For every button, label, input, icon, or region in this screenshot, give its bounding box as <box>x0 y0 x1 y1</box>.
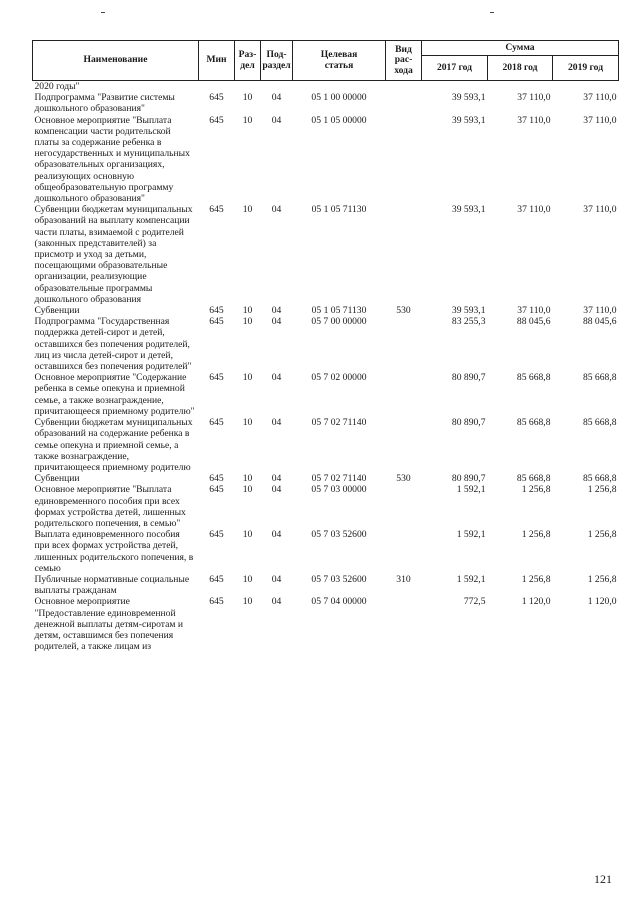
row-sum-2017: 39 593,1 <box>451 305 486 317</box>
row-sum-2017: 80 890,7 <box>451 473 486 485</box>
row-sum-2017: 83 255,3 <box>451 316 486 328</box>
row-min: 645 <box>209 417 224 429</box>
row-min: 645 <box>209 92 224 104</box>
table-row <box>33 484 619 529</box>
row-name: Публичные нормативные социальные выплаты гражданам <box>34 573 190 597</box>
header-vid-raskhoda: Вид рас- хода <box>386 41 422 81</box>
table-row <box>33 204 619 305</box>
header-podrazdel: Под- раздел <box>261 41 293 81</box>
row-sum-2018: 1 256,8 <box>521 484 551 496</box>
row-sum-2018: 85 668,8 <box>516 473 551 485</box>
row-sum-2019: 88 045,6 <box>582 316 617 328</box>
row-razdel: 10 <box>242 417 253 429</box>
row-min: 645 <box>209 484 224 496</box>
row-podrazdel <box>261 81 293 93</box>
row-tselevaya-statya: 05 7 02 71140 <box>311 473 367 485</box>
row-vid-raskhoda <box>386 81 422 93</box>
row-sum-2019: 1 256,8 <box>587 529 617 541</box>
scan-mark-left <box>101 12 105 13</box>
row-tselevaya-statya <box>293 81 386 93</box>
row-name: Основное мероприятие "Содержание ребенка в семье опекуна и приемной семье, а также вознаграждение, причитающееся приемному родителю" <box>34 372 195 417</box>
row-sum-2018: 37 110,0 <box>517 114 551 126</box>
table-header <box>33 41 619 81</box>
header-name: Наименование <box>33 41 199 81</box>
table-row <box>33 417 619 473</box>
row-podrazdel: 04 <box>271 417 282 429</box>
row-name: Основное мероприятие "Выплата компенсации части родительской платы за содержание ребенка в негосударственных и муниципальных образовательных организациях, реализующих основную общеобразовательную программу дошкольного образования" <box>34 114 190 205</box>
header-year-2019: 2019 год <box>553 56 619 81</box>
row-sum-2017: 80 890,7 <box>451 372 486 384</box>
row-razdel <box>235 81 261 93</box>
row-min: 645 <box>209 473 224 485</box>
row-podrazdel: 04 <box>271 596 282 608</box>
row-name: Основное мероприятие "Предоставление единовременной денежной выплаты детям-сиротам и детям, оставшимся без попечения родителей, а также лицам из <box>34 596 183 653</box>
row-sum-2017: 1 592,1 <box>456 529 486 541</box>
row-tselevaya-statya: 05 7 03 52600 <box>311 573 367 585</box>
table-row <box>33 372 619 417</box>
row-sum-2019: 37 110,0 <box>583 92 617 104</box>
row-razdel: 10 <box>242 114 253 126</box>
row-min: 645 <box>209 316 224 328</box>
header-year-2017: 2017 год <box>422 56 488 81</box>
row-razdel: 10 <box>242 92 253 104</box>
row-sum-2017: 39 593,1 <box>451 114 486 126</box>
row-sum-2017 <box>422 81 488 93</box>
row-razdel: 10 <box>242 573 253 585</box>
row-min: 645 <box>209 114 224 126</box>
row-podrazdel: 04 <box>271 372 282 384</box>
row-razdel: 10 <box>242 596 253 608</box>
row-tselevaya-statya: 05 7 03 00000 <box>311 484 367 496</box>
row-name: Выплата единовременного пособия при всех формах устройства детей, лишенных родительского попечения, в семью <box>34 529 194 574</box>
table-row <box>33 473 619 484</box>
table-row <box>33 115 619 205</box>
row-vid-raskhoda <box>386 596 422 652</box>
table-row <box>33 92 619 114</box>
row-tselevaya-statya: 05 7 03 52600 <box>311 529 367 541</box>
row-name: 2020 годы" <box>34 81 80 92</box>
row-razdel: 10 <box>242 305 253 317</box>
row-sum-2018: 85 668,8 <box>516 372 551 384</box>
row-sum-2018: 85 668,8 <box>516 417 551 429</box>
row-sum-2018: 88 045,6 <box>516 316 551 328</box>
row-sum-2019: 85 668,8 <box>582 417 617 429</box>
row-min: 645 <box>209 305 224 317</box>
table-row <box>33 574 619 596</box>
row-vid-raskhoda <box>386 316 422 372</box>
row-vid-raskhoda <box>386 417 422 473</box>
row-tselevaya-statya: 05 7 00 00000 <box>311 316 367 328</box>
row-min <box>199 81 235 93</box>
row-name: Субвенции бюджетам муниципальных образований на выплату компенсации части платы, взимаемой с родителей (законных представителей) за присмотр и уход за детьми, посещающими образовательные организации, реализующие образовательные программы дошкольного образования <box>34 204 193 305</box>
row-sum-2019: 1 256,8 <box>587 484 617 496</box>
row-sum-2019 <box>553 81 619 93</box>
row-razdel: 10 <box>242 204 253 216</box>
table-body <box>33 81 619 653</box>
row-sum-2018: 1 120,0 <box>521 596 551 608</box>
row-sum-2019: 1 256,8 <box>587 573 617 585</box>
row-name: Подпрограмма "Развитие системы дошкольного образования" <box>34 92 175 115</box>
row-sum-2018: 37 110,0 <box>517 204 551 216</box>
header-razdel: Раз- дел <box>235 41 261 81</box>
row-podrazdel: 04 <box>271 316 282 328</box>
row-sum-2019: 37 110,0 <box>583 114 617 126</box>
table-row <box>33 305 619 316</box>
row-tselevaya-statya: 05 1 05 71130 <box>311 305 367 317</box>
row-razdel: 10 <box>242 372 253 384</box>
row-podrazdel: 04 <box>271 529 282 541</box>
row-sum-2019: 37 110,0 <box>583 204 617 216</box>
row-name: Субвенции бюджетам муниципальных образований на содержание ребенка в семье опекуна и приемной семье, а также вознаграждение, причитающееся приемному родителю <box>34 417 193 473</box>
row-vid-raskhoda: 310 <box>396 573 411 585</box>
row-tselevaya-statya: 05 1 05 00000 <box>311 114 367 126</box>
row-vid-raskhoda <box>386 484 422 529</box>
table-row <box>33 529 619 574</box>
row-razdel: 10 <box>242 473 253 485</box>
table-row <box>33 316 619 372</box>
row-sum-2018: 1 256,8 <box>521 529 551 541</box>
row-razdel: 10 <box>242 484 253 496</box>
row-vid-raskhoda <box>386 529 422 574</box>
row-min: 645 <box>209 596 224 608</box>
row-vid-raskhoda <box>386 204 422 305</box>
page-number: 121 <box>594 872 612 886</box>
row-podrazdel: 04 <box>271 114 282 126</box>
row-sum-2017: 1 592,1 <box>456 484 486 496</box>
row-razdel: 10 <box>242 529 253 541</box>
row-podrazdel: 04 <box>271 484 282 496</box>
row-min: 645 <box>209 204 224 216</box>
row-tselevaya-statya: 05 7 04 00000 <box>311 596 367 608</box>
row-sum-2017: 39 593,1 <box>451 92 486 104</box>
row-vid-raskhoda: 530 <box>396 305 411 317</box>
row-sum-2018: 37 110,0 <box>517 92 551 104</box>
row-sum-2019: 85 668,8 <box>582 473 617 485</box>
row-podrazdel: 04 <box>271 473 282 485</box>
row-tselevaya-statya: 05 1 00 00000 <box>311 92 367 104</box>
row-vid-raskhoda <box>386 115 422 205</box>
header-tselevaya-statya: Целевая статья <box>293 41 386 81</box>
row-sum-2017: 80 890,7 <box>451 417 486 429</box>
row-sum-2019: 85 668,8 <box>582 372 617 384</box>
row-sum-2018: 37 110,0 <box>517 305 551 317</box>
row-min: 645 <box>209 372 224 384</box>
budget-table <box>32 40 619 652</box>
row-podrazdel: 04 <box>271 92 282 104</box>
header-summa: Сумма <box>422 41 619 56</box>
header-year-2018: 2018 год <box>488 56 553 81</box>
row-podrazdel: 04 <box>271 204 282 216</box>
row-sum-2018: 1 256,8 <box>521 573 551 585</box>
header-min: Мин <box>199 41 235 81</box>
row-podrazdel: 04 <box>271 305 282 317</box>
row-sum-2017: 772,5 <box>463 596 486 608</box>
row-vid-raskhoda <box>386 92 422 114</box>
row-sum-2017: 39 593,1 <box>451 204 486 216</box>
row-sum-2017: 1 592,1 <box>456 573 486 585</box>
table-row <box>33 596 619 652</box>
row-sum-2019: 1 120,0 <box>587 596 617 608</box>
scan-mark-right <box>490 12 494 13</box>
row-tselevaya-statya: 05 7 02 71140 <box>311 417 367 429</box>
row-name: Субвенции <box>34 305 80 317</box>
row-tselevaya-statya: 05 1 05 71130 <box>311 204 367 216</box>
row-vid-raskhoda <box>386 372 422 417</box>
row-name: Субвенции <box>34 473 80 485</box>
row-vid-raskhoda: 530 <box>396 473 411 485</box>
row-min: 645 <box>209 573 224 585</box>
row-tselevaya-statya: 05 7 02 00000 <box>311 372 367 384</box>
row-podrazdel: 04 <box>271 573 282 585</box>
row-sum-2019: 37 110,0 <box>583 305 617 317</box>
row-name: Основное мероприятие "Выплата единовременного пособия при всех формах устройства детей, лишенных родительского попечения, в семью" <box>34 484 186 529</box>
row-name: Подпрограмма "Государственная поддержка детей-сирот и детей, оставшихся без попечения родителей, лиц из числа детей-сирот и детей, оставшихся без попечения родителей" <box>34 316 192 373</box>
row-sum-2018 <box>488 81 553 93</box>
row-razdel: 10 <box>242 316 253 328</box>
table-row <box>33 81 619 93</box>
row-min: 645 <box>209 529 224 541</box>
